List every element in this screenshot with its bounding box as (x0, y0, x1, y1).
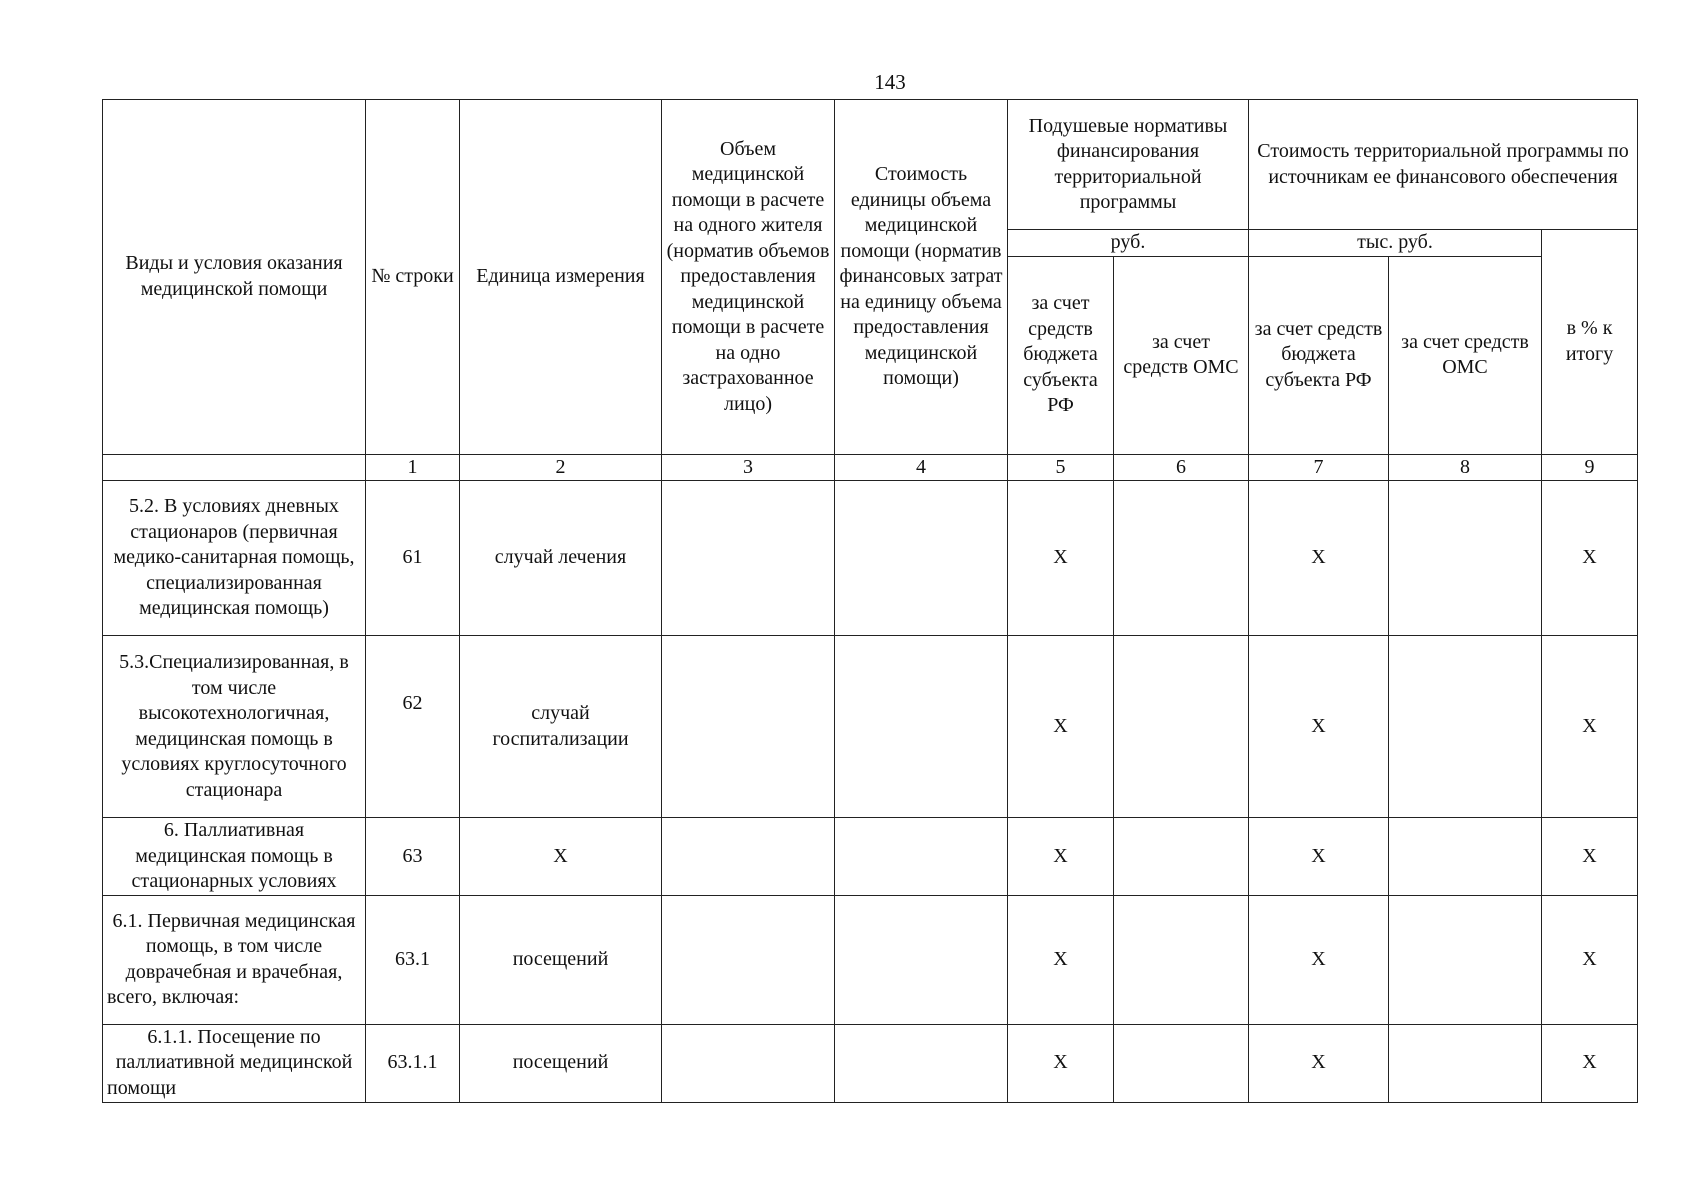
row-percent: X (1542, 818, 1638, 896)
row-budget-rub: X (1008, 636, 1114, 818)
row-oms-rub (1114, 895, 1249, 1024)
header-cost: Стоимость единицы объема медицинской помощи (норматив финансовых затрат на единицу объема предоставления медицинской помощи) (835, 100, 1008, 455)
header-oms-thousand: за счет средств ОМС (1389, 256, 1542, 454)
column-number: 2 (460, 454, 662, 481)
table-row (103, 636, 1638, 818)
row-budget-thousand: X (1249, 818, 1389, 896)
row-cost (835, 636, 1008, 818)
table-row (103, 481, 1638, 636)
row-name: 6.1.1. Посещение по паллиативной медицинской помощи (103, 1024, 366, 1102)
row-budget-thousand: X (1249, 895, 1389, 1024)
header-types-of-care: Виды и условия оказания медицинской помощи (103, 100, 366, 455)
row-cost (835, 481, 1008, 636)
row-oms-thousand (1389, 895, 1542, 1024)
row-unit: посещений (460, 895, 662, 1024)
row-percent: X (1542, 895, 1638, 1024)
row-name: 5.2. В условиях дневных стационаров (первичная медико-санитарная помощь, специализированная медицинская помощь) (103, 481, 366, 636)
header-budget-thousand: за счет средств бюджета субъекта РФ (1249, 256, 1389, 454)
column-number: 6 (1114, 454, 1249, 481)
page-number: 143 (874, 70, 906, 94)
column-number-blank (103, 454, 366, 481)
header-row-number: № строки (366, 100, 460, 455)
row-name: 6. Паллиативная медицинская помощь в стационарных условиях (103, 818, 366, 896)
row-unit: X (460, 818, 662, 896)
column-number-row (103, 454, 1638, 481)
row-oms-rub (1114, 636, 1249, 818)
header-unit-thousand-rub: тыс. руб. (1249, 230, 1542, 257)
column-number: 4 (835, 454, 1008, 481)
column-number: 3 (662, 454, 835, 481)
row-budget-rub: X (1008, 481, 1114, 636)
financing-table (102, 99, 1638, 1103)
row-volume (662, 818, 835, 896)
row-cost (835, 895, 1008, 1024)
header-volume: Объем медицинской помощи в расчете на одного жителя (норматив объемов предоставления медицинской помощи в расчете на одно застрахованное лицо) (662, 100, 835, 455)
row-budget-rub: X (1008, 1024, 1114, 1102)
table-row (103, 818, 1638, 896)
row-cost (835, 1024, 1008, 1102)
header-per-capita-group: Подушевые нормативы финансирования территориальной программы (1008, 100, 1249, 230)
row-percent: X (1542, 636, 1638, 818)
row-oms-rub (1114, 481, 1249, 636)
row-oms-thousand (1389, 481, 1542, 636)
row-oms-thousand (1389, 818, 1542, 896)
row-budget-thousand: X (1249, 1024, 1389, 1102)
row-budget-rub: X (1008, 818, 1114, 896)
header-unit-rub: руб. (1008, 230, 1249, 257)
row-name: 6.1. Первичная медицинская помощь, в том числе доврачебная и врачебная, всего, включая: (103, 895, 366, 1024)
row-budget-rub: X (1008, 895, 1114, 1024)
row-number: 63 (366, 818, 460, 896)
header-unit: Единица измерения (460, 100, 662, 455)
table-row (103, 1024, 1638, 1102)
header-percent-total: в % к итогу (1542, 230, 1638, 455)
row-budget-thousand: X (1249, 481, 1389, 636)
header-budget-rub: за счет средств бюджета субъекта РФ (1008, 256, 1114, 454)
table-row (103, 895, 1638, 1024)
row-number: 63.1 (366, 895, 460, 1024)
column-number: 5 (1008, 454, 1114, 481)
row-budget-thousand: X (1249, 636, 1389, 818)
row-oms-rub (1114, 1024, 1249, 1102)
row-volume (662, 895, 835, 1024)
row-name: 5.3.Специализированная, в том числе высокотехнологичная, медицинская помощь в условиях круглосуточного стационара (103, 636, 366, 818)
column-number: 8 (1389, 454, 1542, 481)
row-number: 62 (366, 636, 460, 818)
header-territorial-group: Стоимость территориальной программы по источникам ее финансового обеспечения (1249, 100, 1638, 230)
row-unit: случай лечения (460, 481, 662, 636)
row-number: 63.1.1 (366, 1024, 460, 1102)
row-oms-thousand (1389, 1024, 1542, 1102)
column-number: 9 (1542, 454, 1638, 481)
row-volume (662, 1024, 835, 1102)
header-oms-rub: за счет средств ОМС (1114, 256, 1249, 454)
column-number: 7 (1249, 454, 1389, 481)
row-number: 61 (366, 481, 460, 636)
row-cost (835, 818, 1008, 896)
row-volume (662, 636, 835, 818)
row-unit: посещений (460, 1024, 662, 1102)
row-percent: X (1542, 1024, 1638, 1102)
row-oms-thousand (1389, 636, 1542, 818)
row-volume (662, 481, 835, 636)
column-number: 1 (366, 454, 460, 481)
row-oms-rub (1114, 818, 1249, 896)
row-percent: X (1542, 481, 1638, 636)
row-unit: случай госпитализации (460, 636, 662, 818)
